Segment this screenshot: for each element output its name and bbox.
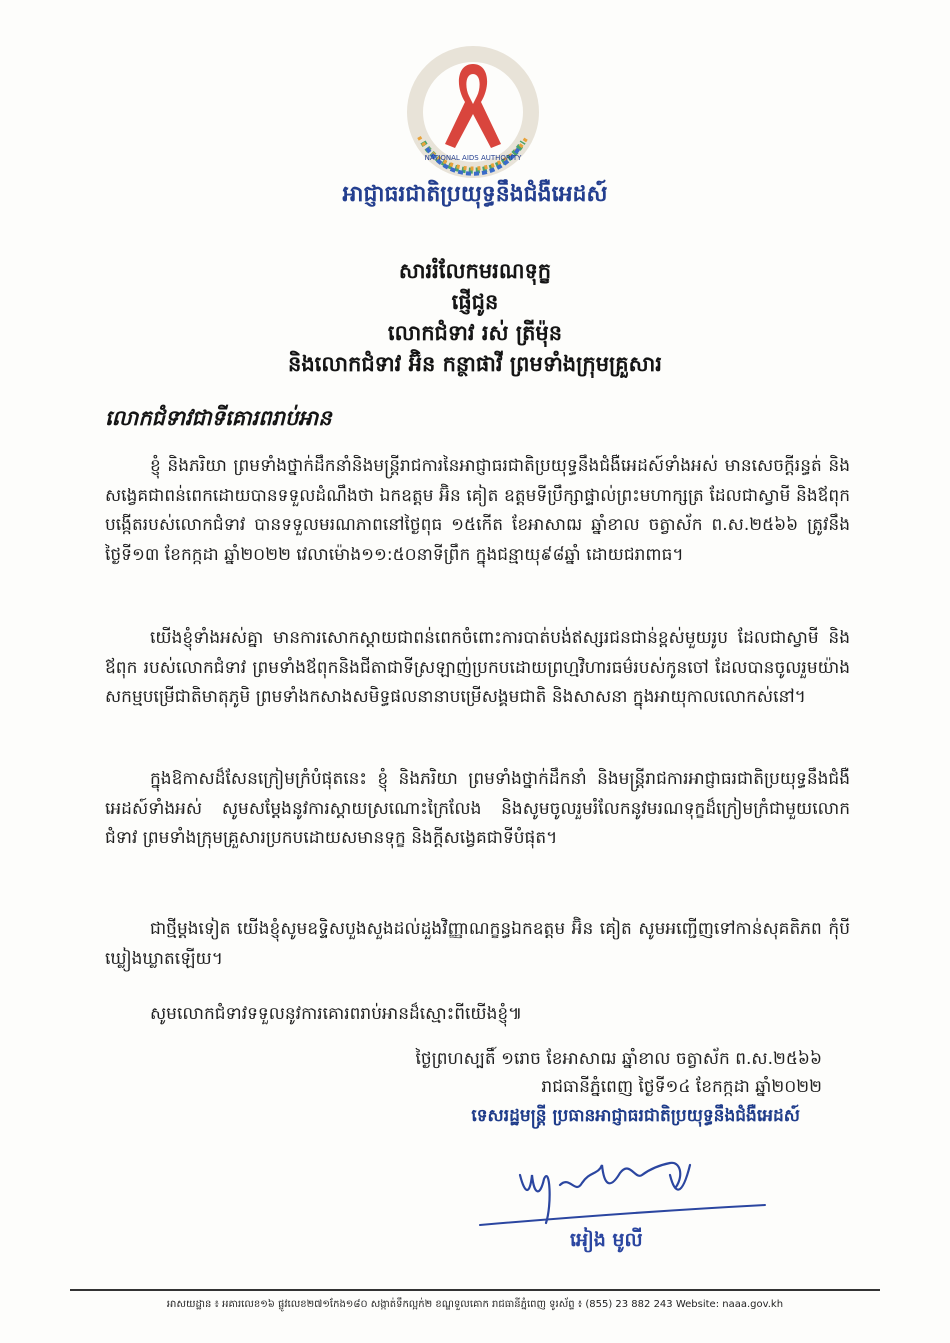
solar-date: រាជធានីភ្នំពេញ ថ្ងៃទី១៤ ខែកក្កដា ឆ្នាំ២០២២ bbox=[541, 1077, 822, 1097]
footer-divider bbox=[70, 1289, 880, 1291]
paragraph-2: យើងខ្ញុំទាំងអស់គ្នា មានការសោកស្តាយជាពន់ពេកចំពោះការបាត់បង់ឥស្សរជនជាន់ខ្ពស់មួយរូប ដែលជាស្វាមី និងឪពុក របស់លោកជំទាវ ព្រមទាំងឪពុកនិងជីតាជាទីស្រឡាញ់ប្រកបដោយព្រហ្មវិហារធម៌របស់កូនចៅ ដែលបានចូលរួមយ៉ាងសកម្មបម្រើជាតិមាតុភូមិ ព្រមទាំងកសាងសមិទ្ធផលនានាបម្រើសង្គមជាតិ និងសាសនា ក្នុងអាយុកាលលោកស់នៅ។ bbox=[105, 628, 850, 707]
signer-title: ទេសរដ្ឋមន្ត្រី ប្រធានអាជ្ញាធរជាតិប្រយុទ្ធនឹងជំងឺអេដស៍ bbox=[471, 1106, 800, 1126]
closing-line: សូមលោកជំទាវទទួលនូវការគោរពរាប់អានដ៏ស្មោះពីយើងខ្ញុំ៕ bbox=[150, 1004, 523, 1024]
paragraph-4: ជាថ្មីម្តងទៀត យើងខ្ញុំសូមឧទ្ទិសបួងសួងដល់ដួងវិញ្ញាណក្ខន្ធឯកឧត្តម អ៊ិន គៀត សូមអញ្ជើញទៅកាន់សុគតិភព កុំបីឃ្លៀងឃ្លាតឡើយ។ bbox=[105, 919, 850, 969]
signer-name: អៀង មូលី bbox=[570, 1229, 643, 1251]
title-recipient-2: និងលោកជំទាវ អ៊ិន កន្ថាផាវី ព្រមទាំងក្រុមគ្រួសារ bbox=[288, 351, 662, 376]
national-aids-authority-logo bbox=[393, 42, 553, 182]
organization-name: អាជ្ញាធរជាតិប្រយុទ្ធនឹងជំងឺអេដស៍ bbox=[342, 181, 608, 207]
footer-address: អាសយដ្ឋាន ៖ អគារលេខ១៦ ផ្លូវលេខ២៧១កែង១៨០ សង្កាត់ទឹកល្អក់២ ខណ្ឌទួលគោក រាជធានីភ្នំពេញ ទូរស័ព្ទ ៖ (855) 23 882 243 Website: naaa.gov.kh bbox=[166, 1299, 784, 1310]
logo-english-text: NATIONAL AIDS AUTHORITY bbox=[424, 154, 522, 162]
paragraph-1: ខ្ញុំ និងភរិយា ព្រមទាំងថ្នាក់ដឹកនាំនិងមន្ត្រីរាជការនៃអាជ្ញាធរជាតិប្រយុទ្ធនឹងជំងឺអេដស៍ទាំងអស់ មានសេចក្តីរន្ធត់ និងសង្វេគជាពន់ពេកដោយបានទទួលដំណឹងថា ឯកឧត្តម អ៊ិន គៀត ឧត្តមទីប្រឹក្សាផ្ទាល់ព្រះមហាក្សត្រ ដែលជាស្វាមី និងឪពុកបង្កើតរបស់លោកជំទាវ បានទទួលមរណភាពនៅថ្ងៃពុធ ១៥កើត ខែអាសាឍ ឆ្នាំខាល ចត្វាស័ក ព.ស.២៥៦៦ ត្រូវនឹងថ្ងៃទី១៣ ខែកក្កដា ឆ្នាំ២០២២ វេលាម៉ោង១១:៥០នាទីព្រឹក ក្នុងជន្មាយុ៩៨ឆ្នាំ ដោយជរាពាធ។ bbox=[105, 456, 850, 565]
lunar-date: ថ្ងៃព្រហស្បតិ៍ ១រោច ខែអាសាឍ ឆ្នាំខាល ចត្វាស័ក ព.ស.២៥៦៦ bbox=[415, 1049, 822, 1069]
letter-titles bbox=[0, 255, 950, 379]
paragraph-3: ក្នុងឱកាសដ៏សែនក្រៀមក្រំបំផុតនេះ ខ្ញុំ និងភរិយា ព្រមទាំងថ្នាក់ដឹកនាំ និងមន្ត្រីរាជការអាជ្ញាធរជាតិប្រយុទ្ធនឹងជំងឺអេដស៍ទាំងអស់ សូមសម្តែងនូវការស្តាយស្រណោះក្រៃលែង និងសូមចូលរួមរំលែកនូវមរណទុក្ខដ៏ក្រៀមក្រំជាមួយលោកជំទាវ ព្រមទាំងក្រុមគ្រួសារប្រកបដោយសមានទុក្ខ និងក្តីសង្វេគជាទីបំផុត។ bbox=[105, 769, 850, 848]
title-condolence: សាររំលែកមរណទុក្ខ bbox=[398, 258, 552, 283]
salutation: លោកជំទាវជាទីគោរពរាប់អាន bbox=[105, 405, 332, 430]
title-send-to: ផ្ញើជូន bbox=[451, 289, 499, 314]
title-recipient-1: លោកជំទាវ រស់ ត្រីម៉ុន bbox=[387, 320, 563, 345]
red-ribbon-icon bbox=[445, 64, 501, 148]
